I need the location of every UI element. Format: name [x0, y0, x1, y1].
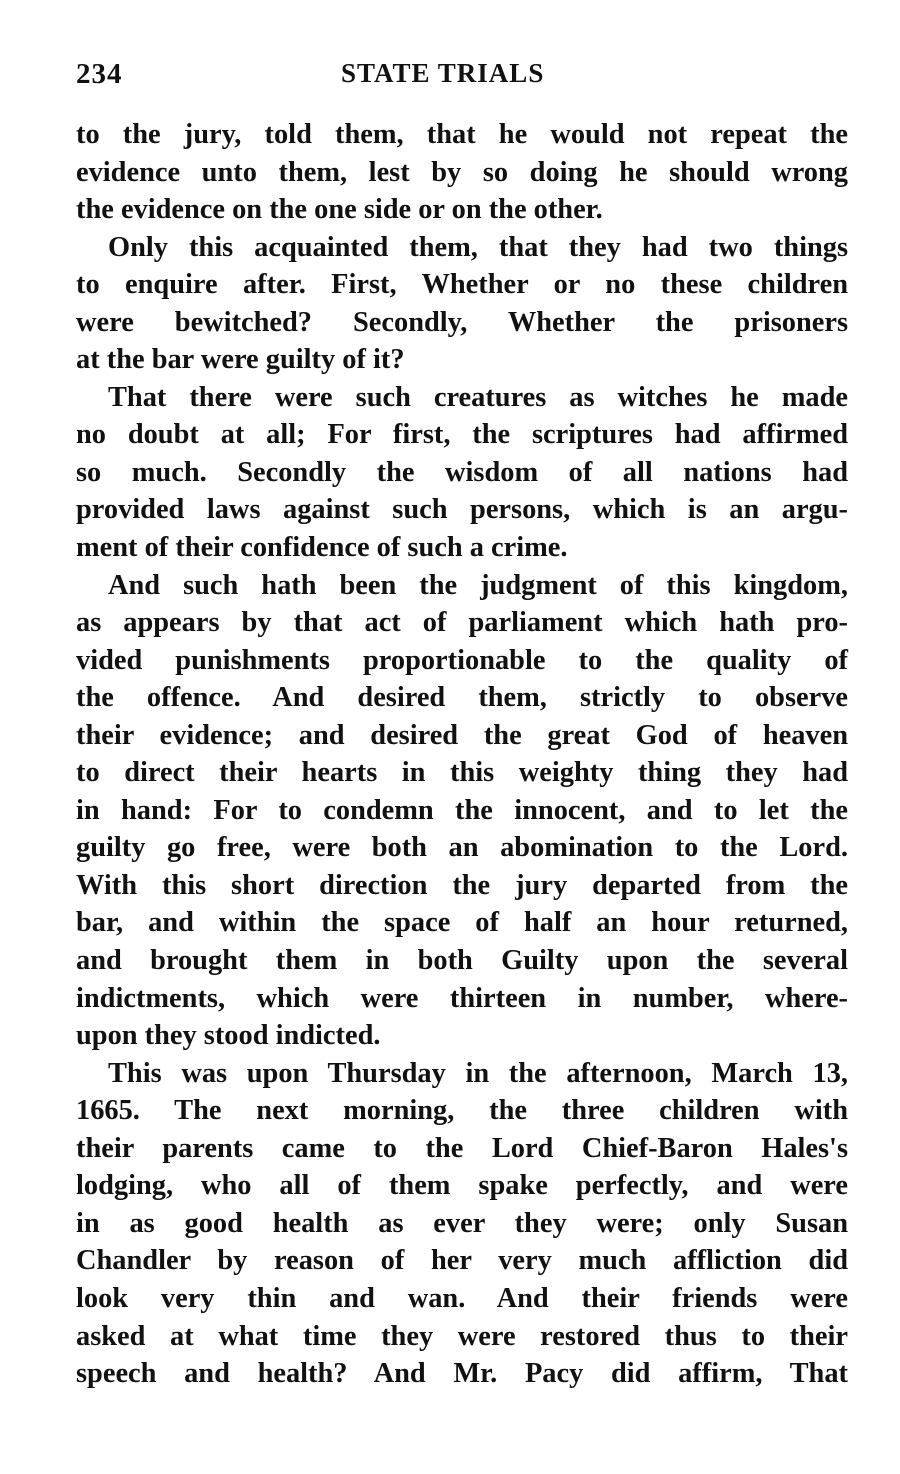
running-title: STATE TRIALS — [341, 58, 545, 88]
text-line: ment of their confidence of such a crime. — [76, 532, 568, 564]
text-line: look very thin and wan. And their friends were — [76, 1282, 848, 1314]
text-line: no doubt at all; For first, the scriptures had affirmed — [76, 419, 848, 451]
text-line: asked at what time they were restored thus to their — [76, 1320, 848, 1352]
text-line: their parents came to the Lord Chief-Baron Hales's — [76, 1132, 848, 1164]
text-line: evidence unto them, lest by so doing he should wrong — [76, 156, 848, 188]
text-line: to enquire after. First, Whether or no these children — [76, 269, 848, 301]
text-line: at the bar were guilty of it? — [76, 344, 405, 376]
text-line: their evidence; and desired the great God of heaven — [76, 719, 848, 751]
text-line: speech and health? And Mr. Pacy did affirm, That — [76, 1358, 848, 1390]
text-line: were bewitched? Secondly, Whether the prisoners — [76, 306, 848, 338]
text-line: And such hath been the judgment of this kingdom, — [108, 569, 848, 601]
text-line: in as good health as ever they were; only Susan — [76, 1207, 848, 1239]
text-line: Chandler by reason of her very much affliction did — [76, 1245, 848, 1277]
text-line: and brought them in both Guilty upon the several — [76, 945, 848, 977]
running-header — [76, 58, 846, 94]
text-line: Only this acquainted them, that they had two things — [108, 231, 848, 263]
text-line: to the jury, told them, that he would not repeat the — [76, 119, 848, 150]
text-line: This was upon Thursday in the afternoon, March 13, — [108, 1057, 848, 1089]
text-line: vided punishments proportionable to the quality of — [76, 644, 848, 676]
text-line: upon they stood indicted. — [76, 1020, 381, 1052]
body-text — [76, 116, 848, 1393]
text-line: bar, and within the space of half an hour returned, — [76, 907, 848, 939]
text-line: lodging, who all of them spake perfectly, and were — [76, 1170, 848, 1202]
text-line: the evidence on the one side or on the other. — [76, 194, 603, 226]
text-line: as appears by that act of parliament which hath pro- — [76, 607, 848, 639]
text-line: guilty go free, were both an abomination to the Lord. — [76, 832, 848, 864]
text-line: the offence. And desired them, strictly to observe — [76, 682, 848, 714]
page-number: 234 — [76, 58, 123, 90]
text-line: provided laws against such persons, which is an argu- — [76, 494, 848, 526]
text-line: so much. Secondly the wisdom of all nations had — [76, 456, 848, 488]
text-line: With this short direction the jury departed from the — [76, 869, 848, 901]
text-line: That there were such creatures as witches he made — [108, 381, 848, 413]
text-line: 1665. The next morning, the three children with — [76, 1095, 848, 1127]
text-line: in hand: For to condemn the innocent, and to let the — [76, 794, 848, 826]
text-line: to direct their hearts in this weighty thing they had — [76, 757, 848, 789]
text-line: indictments, which were thirteen in number, where- — [76, 982, 848, 1014]
